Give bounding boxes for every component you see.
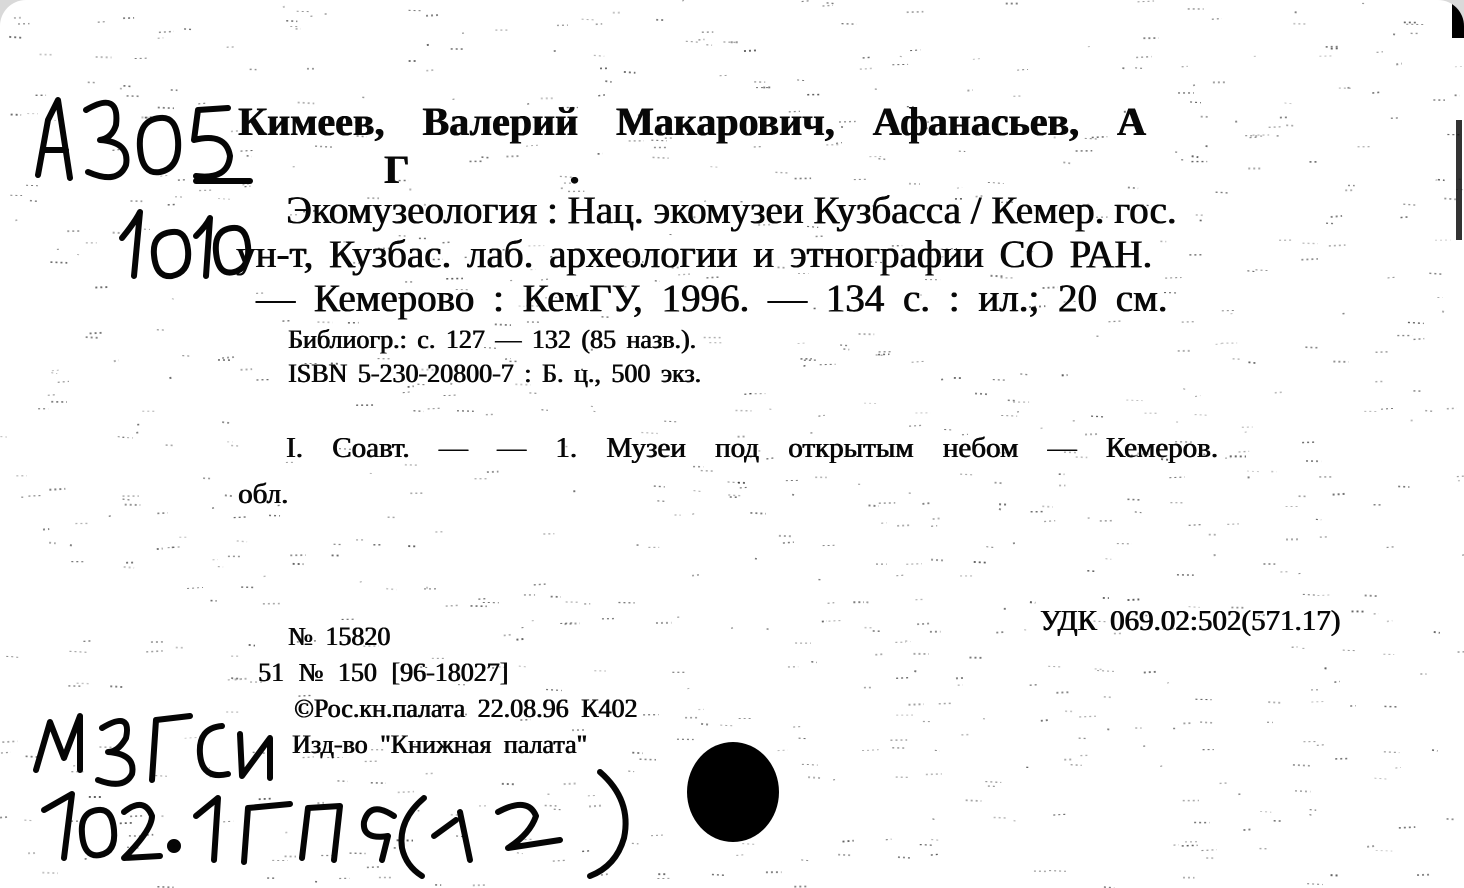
subjects-line2: обл. — [238, 478, 289, 510]
title-line1: Экомузеология : Нац. экомузеи Кузбасса / Кемер. гос. — [286, 189, 1177, 232]
title-line3: — Кемерово : КемГУ, 1996. — 134 с. : ил.; 20 см. — [256, 277, 1168, 320]
subjects-line1: I. Соавт. — — 1. Музеи под открытым небом — Кемеров. — [286, 432, 1219, 464]
author-heading-line2: Г . — [384, 147, 580, 192]
ink-blot — [687, 742, 779, 842]
title-line2: ун-т, Кузбас. лаб. археологии и этнографии СО РАН. — [236, 233, 1153, 276]
bibliography-note: Библиогр.: с. 127 — 132 (85 назв.). — [288, 325, 697, 354]
handwritten-call-number-second — [122, 212, 248, 276]
isbn-line: ISBN 5-230-20800-7 : Б. ц., 500 экз. — [288, 359, 701, 388]
handwritten-call-number-top — [38, 100, 250, 181]
handwritten-shelf-code — [44, 772, 626, 876]
author-heading-line1: Кимеев, Валерий Макарович, Афанасьев, А — [238, 99, 1146, 144]
publisher-line: Изд-во "Книжная палата" — [292, 730, 588, 759]
handwritten-location-code — [36, 716, 270, 784]
copyright-line: ©Рос.кн.палата 22.08.96 К402 — [294, 694, 638, 723]
number-line2: 51 № 150 [96-18027] — [258, 658, 509, 687]
number-line1: № 15820 — [288, 622, 391, 651]
udc-code: УДК 069.02:502(571.17) — [1040, 605, 1341, 637]
